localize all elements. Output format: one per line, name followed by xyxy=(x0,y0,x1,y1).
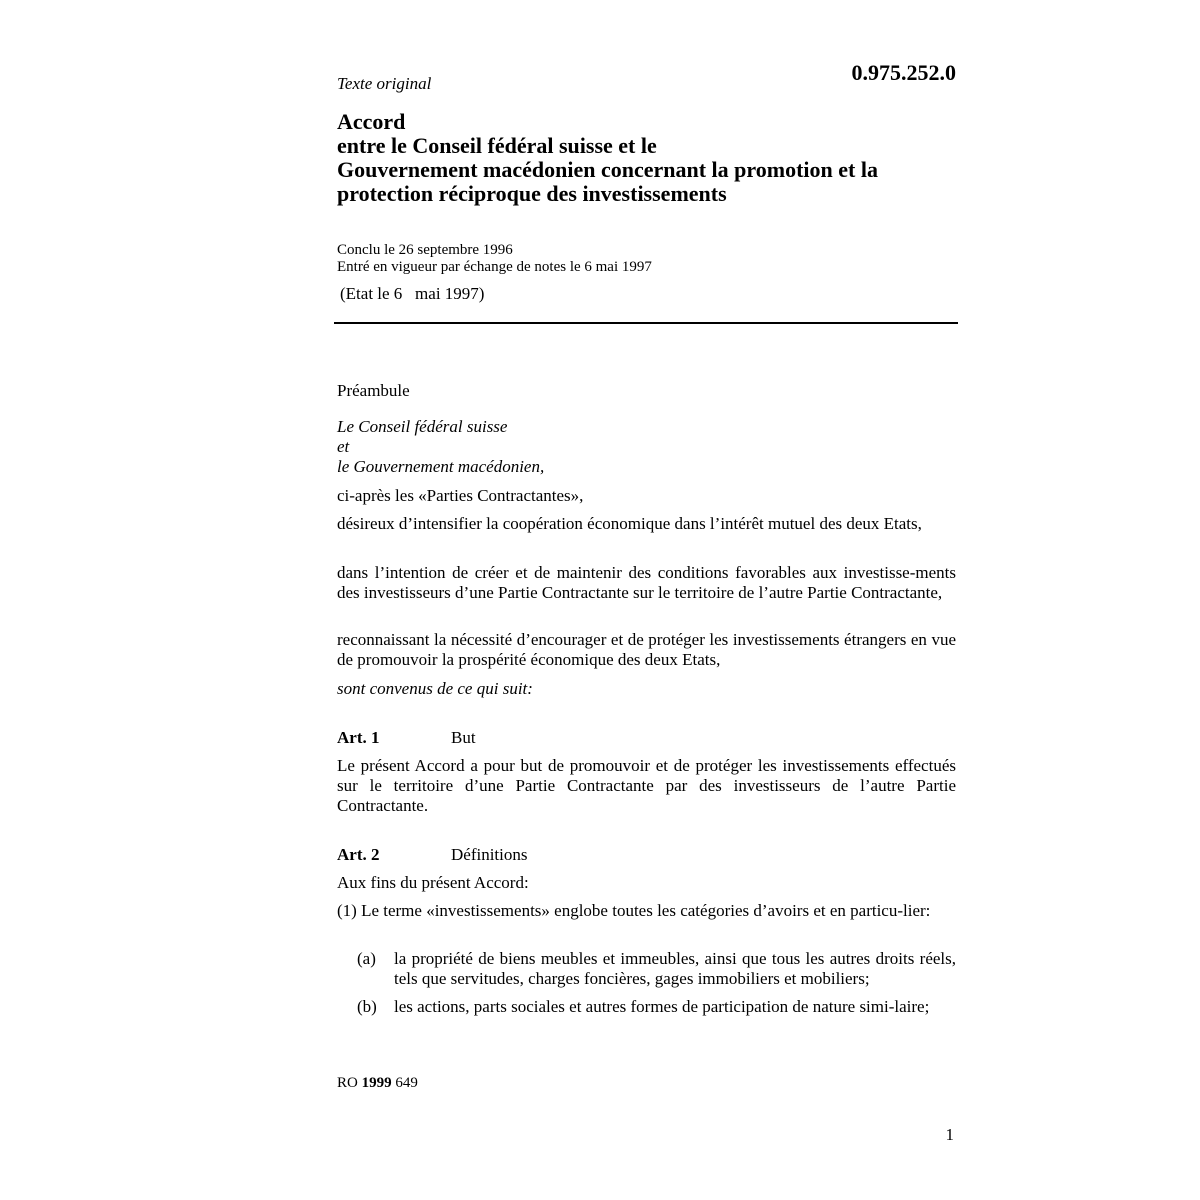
ro-page: 649 xyxy=(395,1075,418,1091)
ro-year: 1999 xyxy=(361,1075,392,1091)
preamble-paragraph: reconnaissant la nécessité d’encourager et de protéger les investissements étrangers en vue de promouvoir la prospérité économique des deux Etats, xyxy=(337,630,956,669)
concluded-date: Conclu le 26 septembre 1996 xyxy=(337,242,513,258)
title-line: Accord xyxy=(337,109,406,134)
conclusion-info xyxy=(337,242,956,276)
page-number: 1 xyxy=(945,1125,954,1144)
sr-number: 0.975.252.0 xyxy=(851,60,956,85)
article-title: Définitions xyxy=(451,845,528,864)
article-1-heading xyxy=(337,728,956,748)
article-2-heading xyxy=(337,845,956,865)
party-line: Le Conseil fédéral suisse xyxy=(337,417,508,436)
status-date: (Etat le 6 mai 1997) xyxy=(340,284,485,303)
preamble-closing: sont convenus de ce qui suit: xyxy=(337,679,533,698)
article-2-intro: Aux fins du présent Accord: xyxy=(337,873,529,892)
title-line: Gouvernement macédonien concernant la promotion et la xyxy=(337,157,878,182)
article-1-text: Le présent Accord a pour but de promouvoir et de protéger les investissements effectués sur le territoire d’une Partie Contractante par des investisseurs de l’autre Partie Contractante. xyxy=(337,756,956,815)
list-item-label: (b) xyxy=(357,997,377,1016)
contracting-parties xyxy=(337,417,956,477)
preamble-paragraph: ci-après les «Parties Contractantes», xyxy=(337,486,584,505)
party-line: et xyxy=(337,437,350,456)
preamble-paragraph: dans l’intention de créer et de maintenir des conditions favorables aux investisse-ments des investisseurs d’une Partie Contractante sur le territoire de l’autre Partie Contractante, xyxy=(337,563,956,602)
document-title xyxy=(337,110,956,206)
ro-prefix: RO xyxy=(337,1075,358,1091)
list-item-text: la propriété de biens meubles et immeubles, ainsi que tous les autres droits réels, tels que servitudes, charges foncières, gages immobiliers et mobiliers; xyxy=(394,949,956,988)
official-compilation-reference xyxy=(337,1075,956,1092)
list-item xyxy=(357,949,956,989)
header-divider xyxy=(334,322,958,324)
list-item-label: (a) xyxy=(357,949,376,968)
original-text-label: Texte original xyxy=(337,74,432,93)
entry-into-force: Entré en vigueur par échange de notes le 6 mai 1997 xyxy=(337,259,652,275)
article-title: But xyxy=(451,728,476,747)
preamble-heading: Préambule xyxy=(337,381,410,400)
title-line: protection réciproque des investissements xyxy=(337,181,727,206)
preamble-paragraph: désireux d’intensifier la coopération économique dans l’intérêt mutuel des deux Etats, xyxy=(337,514,922,533)
list-item-text: les actions, parts sociales et autres formes de participation de nature simi-laire; xyxy=(394,997,930,1016)
article-2-paragraph-1: (1) Le terme «investissements» englobe toutes les catégories d’avoirs et en particu-lier: xyxy=(337,901,931,920)
article-number: Art. 1 xyxy=(337,728,380,747)
title-line: entre le Conseil fédéral suisse et le xyxy=(337,133,657,158)
list-item xyxy=(357,997,956,1017)
party-line: le Gouvernement macédonien, xyxy=(337,457,545,476)
article-number: Art. 2 xyxy=(337,845,380,864)
